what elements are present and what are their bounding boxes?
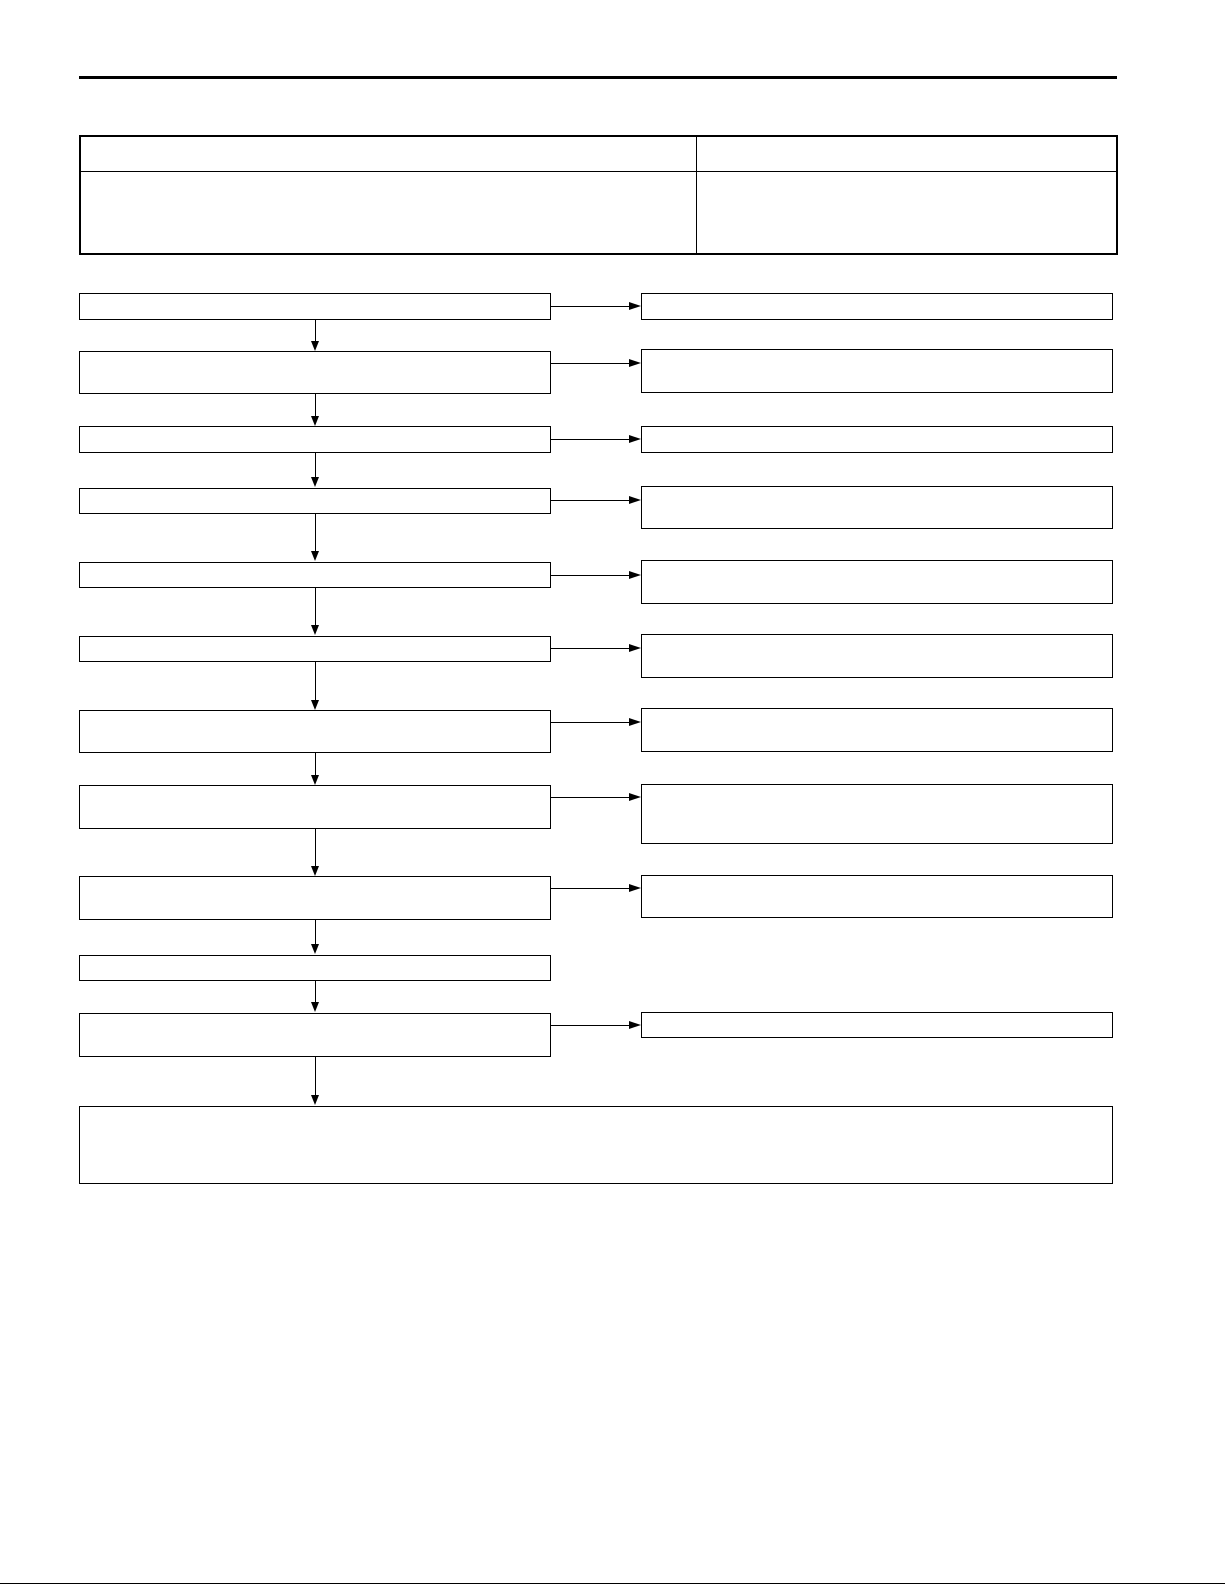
result-box-1: [641, 293, 1113, 320]
yes-connector-3: [551, 439, 629, 440]
yes-connector-1: [551, 306, 629, 307]
result-box-11: [641, 1012, 1113, 1038]
yes-connector-6: [551, 648, 629, 649]
result-box-2: [641, 349, 1113, 393]
down-connector-7: [315, 753, 316, 775]
down-connector-5: [315, 588, 316, 625]
bottom-rule: [0, 1583, 1225, 1584]
down-connector-1: [315, 320, 316, 341]
down-connector-10: [315, 981, 316, 1002]
yes-connector-8: [551, 797, 629, 798]
header-col1-title: [81, 137, 696, 171]
result-box-3: [641, 426, 1113, 453]
yes-arrow-1: [629, 302, 641, 310]
down-arrow-5: [311, 625, 319, 635]
yes-connector-4: [551, 500, 629, 501]
down-arrow-7: [311, 775, 319, 785]
step-box-10: [79, 955, 551, 981]
header-col2-title: [697, 137, 1116, 171]
final-box: [79, 1106, 1113, 1184]
step-box-11: [79, 1013, 551, 1057]
header-col2-body: [697, 172, 1116, 253]
down-connector-2: [315, 394, 316, 416]
down-arrow-9: [311, 944, 319, 954]
yes-arrow-11: [629, 1021, 641, 1029]
top-rule: [79, 76, 1117, 79]
step-box-7: [79, 710, 551, 753]
yes-arrow-6: [629, 644, 641, 652]
yes-connector-2: [551, 363, 629, 364]
down-arrow-11: [311, 1095, 319, 1105]
down-arrow-2: [311, 416, 319, 426]
down-arrow-8: [311, 866, 319, 876]
down-arrow-4: [311, 551, 319, 561]
down-connector-3: [315, 453, 316, 477]
step-box-1: [79, 293, 551, 320]
result-box-8: [641, 784, 1113, 844]
yes-arrow-9: [629, 884, 641, 892]
down-connector-6: [315, 662, 316, 700]
step-box-4: [79, 488, 551, 514]
yes-connector-5: [551, 575, 629, 576]
yes-arrow-4: [629, 496, 641, 504]
down-connector-9: [315, 920, 316, 944]
yes-connector-11: [551, 1025, 629, 1026]
step-box-6: [79, 636, 551, 662]
step-box-3: [79, 426, 551, 453]
down-arrow-3: [311, 477, 319, 487]
yes-arrow-7: [629, 718, 641, 726]
yes-arrow-2: [629, 359, 641, 367]
result-box-5: [641, 560, 1113, 604]
down-arrow-6: [311, 700, 319, 710]
down-connector-11: [315, 1057, 316, 1095]
result-box-6: [641, 634, 1113, 678]
step-box-2: [79, 351, 551, 394]
yes-arrow-3: [629, 435, 641, 443]
step-box-8: [79, 785, 551, 829]
step-box-5: [79, 562, 551, 588]
yes-arrow-5: [629, 571, 641, 579]
header-table: [79, 135, 1118, 255]
down-connector-4: [315, 514, 316, 551]
down-arrow-1: [311, 341, 319, 351]
down-connector-8: [315, 829, 316, 866]
header-col1-body: [81, 172, 696, 253]
step-box-9: [79, 876, 551, 920]
result-box-7: [641, 708, 1113, 752]
yes-arrow-8: [629, 793, 641, 801]
yes-connector-7: [551, 722, 629, 723]
result-box-9: [641, 875, 1113, 918]
yes-connector-9: [551, 888, 629, 889]
down-arrow-10: [311, 1002, 319, 1012]
result-box-4: [641, 486, 1113, 529]
